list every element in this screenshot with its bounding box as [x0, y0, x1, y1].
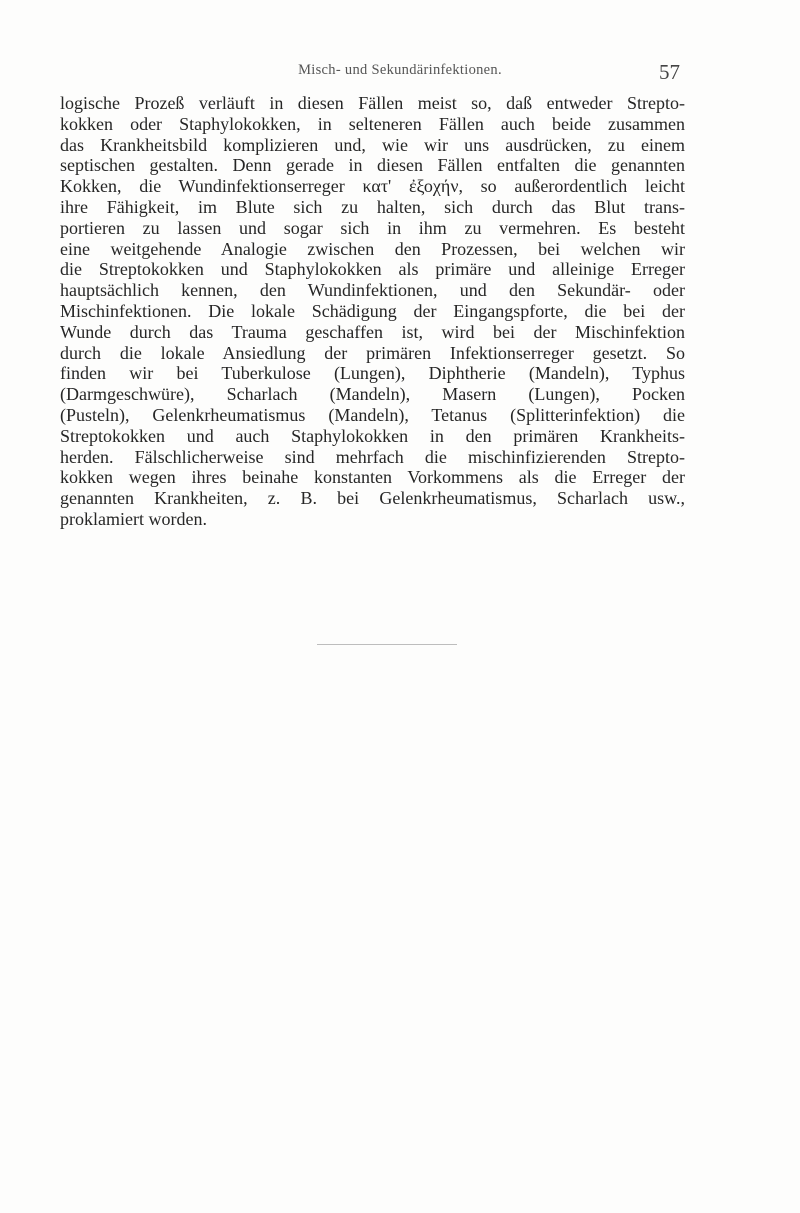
text-line: herden. Fälschlicherweise sind mehrfach die mischinfizierenden Strepto- [60, 446, 685, 467]
text-line: septischen gestalten. Denn gerade in diesen Fällen entfalten die genannten [60, 155, 685, 176]
text-line: kokken oder Staphylokokken, in selteneren Fällen auch beide zusammen [60, 113, 685, 134]
text-line: Mischinfektionen. Die lokale Schädigung der Eingangspforte, die bei der [60, 300, 685, 321]
body-paragraph [60, 93, 685, 530]
text-line: durch die lokale Ansiedlung der primären Infektionserreger gesetzt. So [60, 342, 685, 363]
text-line: das Krankheitsbild komplizieren und, wie wir uns ausdrücken, zu einem [60, 134, 685, 155]
text-line: kokken wegen ihres beinahe konstanten Vorkommens als die Erreger der [60, 467, 685, 488]
text-line: Wunde durch das Trauma geschaffen ist, wird bei der Mischinfektion [60, 321, 685, 342]
text-line: genannten Krankheiten, z. B. bei Gelenkrheumatismus, Scharlach usw., [60, 488, 685, 509]
text-line: finden wir bei Tuberkulose (Lungen), Diphtherie (Mandeln), Typhus [60, 363, 685, 384]
text-line: logische Prozeß verläuft in diesen Fällen meist so, daß entweder Strepto- [60, 93, 685, 113]
text-line: portieren zu lassen und sogar sich in ihm zu vermehren. Es besteht [60, 217, 685, 238]
text-line: (Pusteln), Gelenkrheumatismus (Mandeln), Tetanus (Splitterinfektion) die [60, 404, 685, 425]
page-number: 57 [659, 60, 680, 84]
text-line: eine weitgehende Analogie zwischen den Prozessen, bei welchen wir [60, 238, 685, 259]
text-line: proklamiert worden. [60, 508, 207, 529]
text-line: ihre Fähigkeit, im Blute sich zu halten, sich durch das Blut trans- [60, 196, 685, 217]
text-line: Streptokokken und auch Staphylokokken in den primären Krankheits- [60, 425, 685, 446]
section-divider [317, 644, 457, 645]
text-line: Kokken, die Wundinfektionserreger κατ' ἐξοχήν, so außerordentlich leicht [60, 176, 685, 197]
running-head: Misch- und Sekundärinfektionen. [298, 62, 502, 78]
text-line: hauptsächlich kennen, den Wundinfektionen, und den Sekundär- oder [60, 280, 685, 301]
text-line: die Streptokokken und Staphylokokken als primäre und alleinige Erreger [60, 259, 685, 280]
text-line: (Darmgeschwüre), Scharlach (Mandeln), Masern (Lungen), Pocken [60, 384, 685, 405]
